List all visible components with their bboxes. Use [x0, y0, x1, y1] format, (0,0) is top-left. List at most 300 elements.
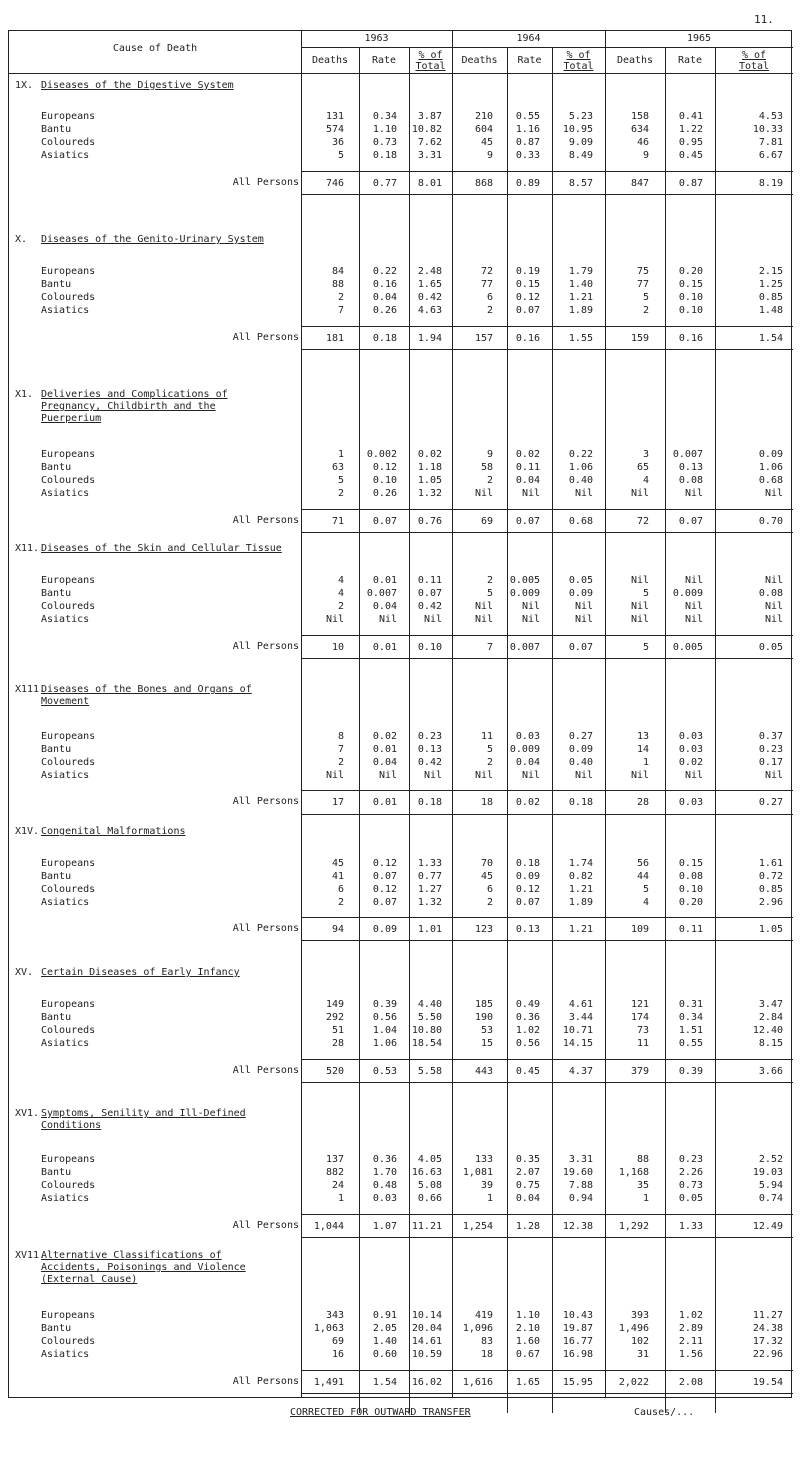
row-label: Europeans [41, 266, 96, 277]
section-title-text: Accidents, Poisonings and Violence [41, 1262, 246, 1273]
total-cell: 0.07 [372, 516, 397, 527]
table-cell: 0.05 [678, 1193, 703, 1204]
table-cell: 0.07 [515, 305, 540, 316]
section-title [15, 1119, 101, 1132]
table-cell: 5.08 [417, 1180, 442, 1191]
row-label: Coloureds [41, 1336, 96, 1347]
table-cell: 0.03 [678, 731, 703, 742]
table-cell: 2.89 [678, 1323, 703, 1334]
table-cell: 6 [337, 884, 344, 895]
total-cell: 0.16 [515, 333, 540, 344]
table-cell: 0.007 [672, 449, 703, 460]
table-cell: Nil [521, 770, 540, 781]
table-cell: 0.09 [758, 449, 783, 460]
row-label: Coloureds [41, 601, 96, 612]
table-cell: 0.15 [515, 279, 540, 290]
table-cell: 44 [636, 871, 649, 882]
section-title [15, 412, 101, 425]
total-cell: 0.09 [372, 924, 397, 935]
table-cell: 1.16 [515, 124, 540, 135]
row-label: Asiatics [41, 897, 90, 908]
table-cell: 1,168 [618, 1167, 649, 1178]
total-cell: 1.21 [568, 924, 593, 935]
section-title-text: Conditions [41, 1120, 102, 1131]
table-cell: Nil [764, 488, 783, 499]
table-cell: 133 [474, 1154, 493, 1165]
table-cell: 18 [480, 1349, 493, 1360]
row-rule [301, 635, 793, 636]
table-cell: 4.53 [758, 111, 783, 122]
table-cell: 5.50 [417, 1012, 442, 1023]
row-label: Coloureds [41, 757, 96, 768]
table-cell: 0.10 [678, 884, 703, 895]
row-label: Bantu [41, 279, 72, 290]
table-cell: 2.48 [417, 266, 442, 277]
table-cell: 51 [331, 1025, 344, 1036]
footer-note: CORRECTED FOR OUTWARD TRANSFER [290, 1407, 471, 1418]
table-cell: 0.11 [417, 575, 442, 586]
table-cell: 0.19 [515, 266, 540, 277]
table-cell: 1.10 [372, 124, 397, 135]
section-number: X1. [15, 389, 34, 400]
footer-continued: Causes/... [634, 1407, 695, 1418]
table-cell: 10.43 [562, 1310, 593, 1321]
table-cell: 0.15 [678, 279, 703, 290]
total-cell: 71 [331, 516, 344, 527]
table-cell: 11.27 [752, 1310, 783, 1321]
total-cell: 11.21 [411, 1221, 442, 1232]
total-cell: 0.53 [372, 1066, 397, 1077]
table-cell: 5 [337, 475, 344, 486]
total-cell: 0.10 [417, 642, 442, 653]
row-label: Asiatics [41, 488, 90, 499]
column-header: % of Total [738, 50, 770, 72]
table-cell: 0.15 [678, 858, 703, 869]
section-title-text: Symptoms, Senility and Ill-Defined [41, 1108, 246, 1119]
column-header: % of Total [563, 50, 594, 72]
table-cell: 0.42 [417, 757, 442, 768]
total-cell: 1.65 [515, 1377, 540, 1388]
table-cell: 419 [474, 1310, 493, 1321]
table-cell: 2 [642, 305, 649, 316]
table-cell: 2.05 [372, 1323, 397, 1334]
row-label: Coloureds [41, 292, 96, 303]
table-cell: 0.45 [678, 150, 703, 161]
table-cell: 4 [642, 897, 649, 908]
table-cell: Nil [684, 601, 703, 612]
section-title-text: Pregnancy, Childbirth and the [41, 401, 216, 412]
table-cell: 0.12 [372, 462, 397, 473]
table-cell: 16.63 [411, 1167, 442, 1178]
row-rule [301, 658, 793, 659]
section-number: X111. [15, 684, 46, 695]
table-cell: 1.06 [372, 1038, 397, 1049]
table-cell: 7 [337, 744, 344, 755]
table-cell: 1 [486, 1193, 493, 1204]
row-label: Coloureds [41, 884, 96, 895]
table-cell: Nil [684, 575, 703, 586]
table-cell: Nil [474, 770, 493, 781]
table-cell: 5 [642, 292, 649, 303]
table-cell: 0.007 [366, 588, 397, 599]
table-cell: 83 [480, 1336, 493, 1347]
table-cell: 7 [337, 305, 344, 316]
table-cell: 18.54 [411, 1038, 442, 1049]
table-cell: 0.85 [758, 884, 783, 895]
table-cell: 3.47 [758, 999, 783, 1010]
row-rule [301, 1214, 793, 1215]
total-cell: 17 [331, 797, 344, 808]
total-cell: 1,292 [618, 1221, 649, 1232]
table-cell: 0.07 [372, 897, 397, 908]
total-cell: 18 [480, 797, 493, 808]
table-cell: Nil [630, 601, 649, 612]
table-cell: Nil [474, 601, 493, 612]
total-cell: 1.54 [758, 333, 783, 344]
row-label: Bantu [41, 124, 72, 135]
row-label: Coloureds [41, 475, 96, 486]
table-cell: 0.002 [366, 449, 397, 460]
row-label: Bantu [41, 1012, 72, 1023]
table-cell: 0.10 [678, 292, 703, 303]
table-cell: 0.49 [515, 999, 540, 1010]
table-cell: 0.36 [515, 1012, 540, 1023]
row-label: Bantu [41, 744, 72, 755]
total-cell: 94 [331, 924, 344, 935]
table-cell: 9 [486, 449, 493, 460]
cause-of-death-header: Cause of Death [112, 43, 198, 54]
total-cell: 12.49 [752, 1221, 783, 1232]
table-cell: 0.02 [417, 449, 442, 460]
table-cell: 1.21 [568, 884, 593, 895]
all-persons-label: All Persons [232, 1220, 299, 1231]
table-cell: 1.18 [417, 462, 442, 473]
table-cell: 7.88 [568, 1180, 593, 1191]
all-persons-label: All Persons [232, 1065, 299, 1076]
row-rule [301, 917, 793, 918]
table-cell: 45 [331, 858, 344, 869]
row-label: Europeans [41, 731, 96, 742]
section-title-text: Puerperium [41, 413, 102, 424]
table-cell: 1.21 [568, 292, 593, 303]
row-label: Coloureds [41, 1180, 96, 1191]
table-cell: 45 [480, 871, 493, 882]
table-cell: 0.13 [417, 744, 442, 755]
total-cell: 1.55 [568, 333, 593, 344]
table-cell: 0.009 [509, 744, 540, 755]
row-rule [301, 1059, 793, 1060]
table-cell: 0.04 [515, 475, 540, 486]
table-cell: 0.20 [678, 266, 703, 277]
row-label: Bantu [41, 1167, 72, 1178]
row-rule [301, 194, 793, 195]
table-cell: 0.09 [568, 744, 593, 755]
section-number: X. [15, 234, 28, 245]
table-cell: 3 [642, 449, 649, 460]
section-title [15, 233, 264, 246]
table-cell: 0.04 [515, 1193, 540, 1204]
table-cell: 0.12 [515, 884, 540, 895]
row-rule [301, 1393, 793, 1394]
table-cell: 174 [630, 1012, 649, 1023]
table-cell: 77 [480, 279, 493, 290]
table-cell: 1.89 [568, 897, 593, 908]
total-cell: 0.16 [678, 333, 703, 344]
table-cell: 1,081 [462, 1167, 493, 1178]
total-cell: 159 [630, 333, 649, 344]
table-cell: 11 [480, 731, 493, 742]
table-cell: 5.94 [758, 1180, 783, 1191]
table-cell: 0.08 [678, 475, 703, 486]
table-cell: 1.05 [417, 475, 442, 486]
table-cell: 24.38 [752, 1323, 783, 1334]
table-cell: 5 [486, 744, 493, 755]
table-cell: 13 [636, 731, 649, 742]
table-cell: 3.44 [568, 1012, 593, 1023]
table-cell: 2 [486, 475, 493, 486]
section-title [15, 1273, 137, 1286]
table-cell: 20.04 [411, 1323, 442, 1334]
table-cell: 0.33 [515, 150, 540, 161]
table-cell: 2 [337, 292, 344, 303]
table-cell: 0.12 [515, 292, 540, 303]
section-title-text: Alternative Classifications of [41, 1250, 222, 1261]
table-cell: 2.26 [678, 1167, 703, 1178]
section-title [15, 825, 186, 838]
row-rule [301, 326, 793, 327]
table-cell: 0.13 [678, 462, 703, 473]
total-cell: 28 [636, 797, 649, 808]
table-cell: 14.15 [562, 1038, 593, 1049]
table-cell: 0.12 [372, 884, 397, 895]
header-bottom-rule [9, 73, 793, 74]
table-cell: 0.03 [515, 731, 540, 742]
table-cell: 84 [331, 266, 344, 277]
table-cell: 0.04 [515, 757, 540, 768]
total-cell: 1.07 [372, 1221, 397, 1232]
table-cell: Nil [630, 488, 649, 499]
total-cell: 8.01 [417, 178, 442, 189]
table-cell: 0.02 [678, 757, 703, 768]
table-cell: 604 [474, 124, 493, 135]
table-cell: 0.23 [758, 744, 783, 755]
table-cell: 0.23 [678, 1154, 703, 1165]
table-cell: 10.80 [411, 1025, 442, 1036]
table-cell: 1,063 [313, 1323, 344, 1334]
table-cell: 0.08 [758, 588, 783, 599]
table-cell: 0.22 [568, 449, 593, 460]
section-title-text: Certain Diseases of Early Infancy [41, 967, 240, 978]
table-cell: 3.31 [568, 1154, 593, 1165]
table-cell: Nil [630, 614, 649, 625]
table-cell: 65 [636, 462, 649, 473]
table-cell: 73 [636, 1025, 649, 1036]
table-cell: 72 [480, 266, 493, 277]
table-cell: 24 [331, 1180, 344, 1191]
table-cell: 0.01 [372, 744, 397, 755]
row-label: Coloureds [41, 137, 96, 148]
total-cell: 0.87 [678, 178, 703, 189]
table-cell: 1.61 [758, 858, 783, 869]
table-cell: 0.91 [372, 1310, 397, 1321]
table-cell: 10.14 [411, 1310, 442, 1321]
table-cell: 2 [486, 897, 493, 908]
section-title [15, 695, 89, 708]
table-cell: 6 [486, 884, 493, 895]
table-cell: 0.41 [678, 111, 703, 122]
total-cell: 1.33 [678, 1221, 703, 1232]
table-cell: Nil [521, 601, 540, 612]
table-cell: 0.10 [372, 475, 397, 486]
table-cell: 0.22 [372, 266, 397, 277]
all-persons-label: All Persons [232, 1376, 299, 1387]
column-header: Deaths [311, 55, 349, 66]
row-label: Asiatics [41, 150, 90, 161]
section-title-text: Congenital Malformations [41, 826, 186, 837]
table-cell: 88 [636, 1154, 649, 1165]
table-cell: 35 [636, 1180, 649, 1191]
table-cell: 0.20 [678, 897, 703, 908]
table-cell: 45 [480, 137, 493, 148]
table-cell: 8.49 [568, 150, 593, 161]
total-cell: 0.89 [515, 178, 540, 189]
table-cell: 5.23 [568, 111, 593, 122]
table-cell: 1.79 [568, 266, 593, 277]
table-cell: Nil [521, 614, 540, 625]
table-cell: 0.48 [372, 1180, 397, 1191]
table-cell: 2 [337, 488, 344, 499]
table-cell: 1.32 [417, 897, 442, 908]
table-cell: 10.71 [562, 1025, 593, 1036]
total-cell: 0.03 [678, 797, 703, 808]
table-cell: 28 [331, 1038, 344, 1049]
table-cell: 1.40 [568, 279, 593, 290]
total-cell: 109 [630, 924, 649, 935]
table-cell: 0.73 [678, 1180, 703, 1191]
column-header: Deaths [616, 55, 654, 66]
table-cell: 0.40 [568, 757, 593, 768]
table-cell: 2 [486, 575, 493, 586]
table-cell: 0.36 [372, 1154, 397, 1165]
table-cell: 1.60 [515, 1336, 540, 1347]
table-cell: 185 [474, 999, 493, 1010]
row-rule [301, 790, 793, 791]
table-cell: Nil [684, 488, 703, 499]
table-cell: 6.67 [758, 150, 783, 161]
mortality-table [8, 30, 792, 1398]
table-cell: 292 [325, 1012, 344, 1023]
table-cell: 1.70 [372, 1167, 397, 1178]
total-cell: 0.77 [372, 178, 397, 189]
table-cell: 0.17 [758, 757, 783, 768]
table-cell: 3.31 [417, 150, 442, 161]
table-cell: 41 [331, 871, 344, 882]
total-cell: 2,022 [618, 1377, 649, 1388]
table-cell: 5 [337, 150, 344, 161]
table-cell: 10.82 [411, 124, 442, 135]
table-cell: 1,096 [462, 1323, 493, 1334]
table-cell: Nil [574, 601, 593, 612]
total-cell: 0.18 [417, 797, 442, 808]
total-cell: 0.68 [568, 516, 593, 527]
row-label: Asiatics [41, 1038, 90, 1049]
table-cell: 882 [325, 1167, 344, 1178]
table-cell: 2.11 [678, 1336, 703, 1347]
total-cell: 1.54 [372, 1377, 397, 1388]
total-cell: 0.70 [758, 516, 783, 527]
table-cell: Nil [630, 770, 649, 781]
total-cell: 7 [486, 642, 493, 653]
table-cell: 0.26 [372, 488, 397, 499]
table-cell: 6 [486, 292, 493, 303]
total-cell: 8.57 [568, 178, 593, 189]
table-cell: 0.87 [515, 137, 540, 148]
total-cell: 1,491 [313, 1377, 344, 1388]
total-cell: 1,044 [313, 1221, 344, 1232]
total-cell: 69 [480, 516, 493, 527]
total-cell: 0.76 [417, 516, 442, 527]
total-cell: 746 [325, 178, 344, 189]
table-cell: 0.55 [515, 111, 540, 122]
table-cell: 0.94 [568, 1193, 593, 1204]
table-cell: 1.33 [417, 858, 442, 869]
table-cell: 0.005 [509, 575, 540, 586]
table-cell: Nil [764, 770, 783, 781]
table-cell: 1.10 [515, 1310, 540, 1321]
table-cell: 0.40 [568, 475, 593, 486]
column-header: Rate [517, 55, 542, 66]
total-cell: 1.28 [515, 1221, 540, 1232]
year-header: 1963 [364, 33, 389, 44]
table-cell: Nil [764, 601, 783, 612]
row-rule [301, 1370, 793, 1371]
table-cell: 88 [331, 279, 344, 290]
section-title-text: (External Cause) [41, 1274, 138, 1285]
total-cell: 15.95 [562, 1377, 593, 1388]
total-cell: 0.005 [672, 642, 703, 653]
section-title [15, 79, 234, 92]
table-cell: 574 [325, 124, 344, 135]
table-cell: 5 [486, 588, 493, 599]
row-label: Europeans [41, 858, 96, 869]
table-cell: 14.61 [411, 1336, 442, 1347]
total-cell: 0.01 [372, 797, 397, 808]
total-cell: 0.18 [568, 797, 593, 808]
table-cell: 31 [636, 1349, 649, 1360]
table-cell: 0.26 [372, 305, 397, 316]
table-cell: 77 [636, 279, 649, 290]
table-cell: 14 [636, 744, 649, 755]
table-cell: 0.68 [758, 475, 783, 486]
year-header: 1965 [686, 33, 712, 44]
table-cell: 0.02 [515, 449, 540, 460]
table-cell: 0.77 [417, 871, 442, 882]
table-cell: Nil [474, 488, 493, 499]
table-cell: 0.34 [372, 111, 397, 122]
table-cell: 19.03 [752, 1167, 783, 1178]
table-cell: 75 [636, 266, 649, 277]
table-cell: 121 [630, 999, 649, 1010]
table-cell: 53 [480, 1025, 493, 1036]
table-cell: 10.59 [411, 1349, 442, 1360]
table-cell: 19.60 [562, 1167, 593, 1178]
row-rule [301, 1237, 793, 1238]
table-cell: 1.89 [568, 305, 593, 316]
table-cell: 0.04 [372, 292, 397, 303]
total-cell: 157 [474, 333, 493, 344]
table-cell: 5 [642, 884, 649, 895]
table-cell: 0.08 [678, 871, 703, 882]
